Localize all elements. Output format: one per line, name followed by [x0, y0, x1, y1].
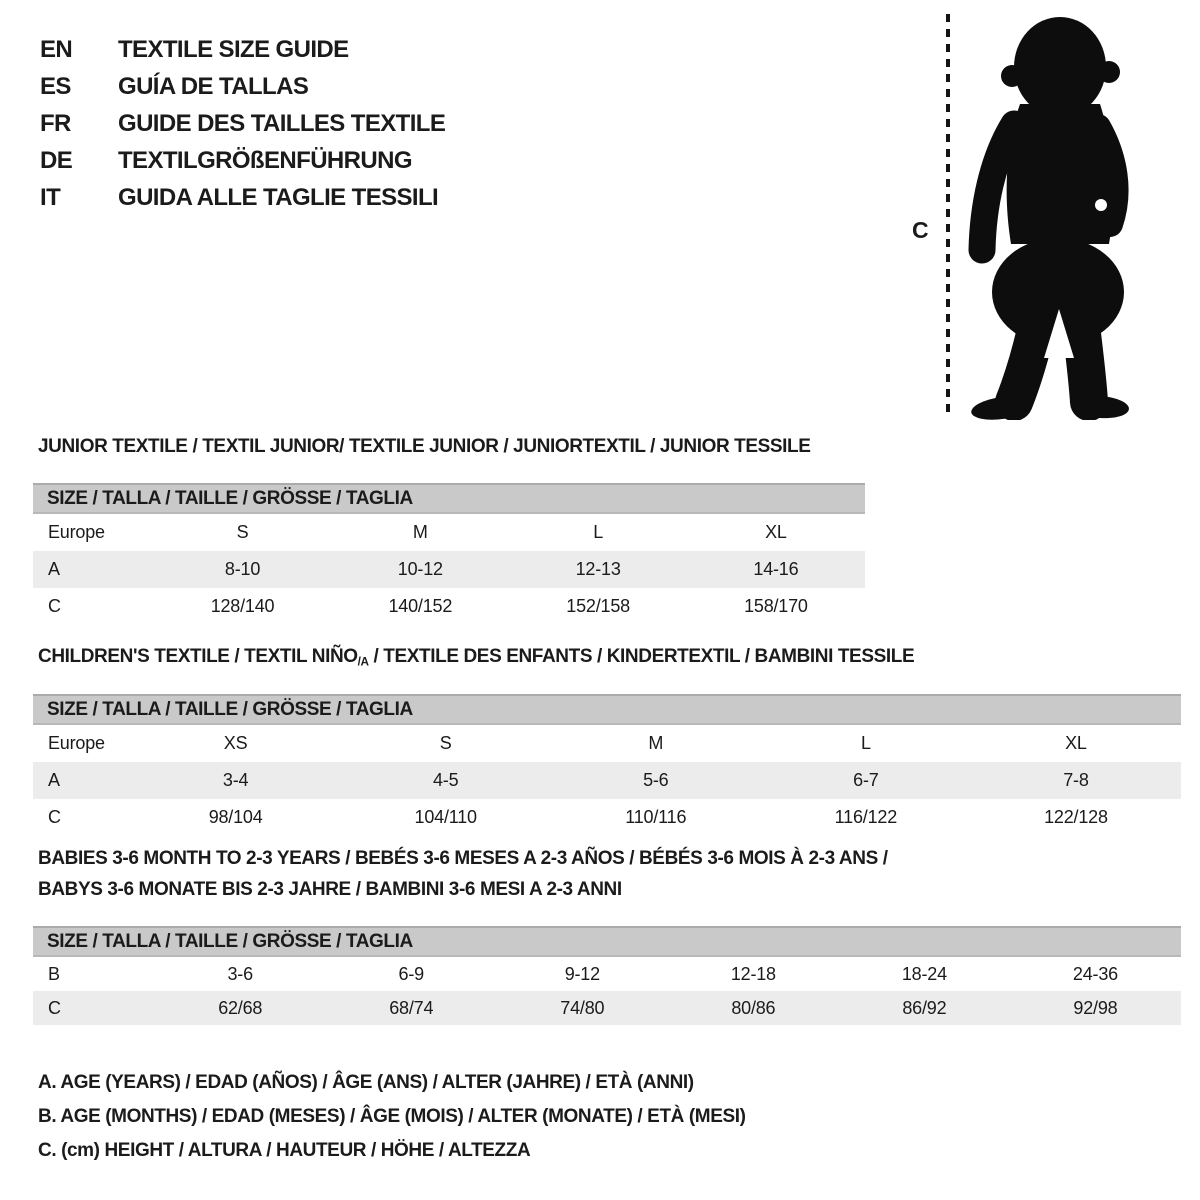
language-row: [40, 179, 445, 216]
legend-note-b: B. AGE (MONTHS) / EDAD (MESES) / ÂGE (MOIS) / ALTER (MONATE) / ETÀ (MESI): [38, 1106, 746, 1127]
children-size-table: [33, 694, 1181, 836]
guide-title: GUIDE DES TAILLES TEXTILE: [118, 109, 446, 137]
section-title-babies-line1: BABIES 3-6 MONTH TO 2-3 YEARS / BEBÉS 3-6 MESES A 2-3 AÑOS / BÉBÉS 3-6 MOIS À 2-3 ANS /: [38, 848, 888, 869]
section-title-children: [38, 646, 914, 668]
row-label: C: [48, 997, 61, 1018]
language-row: [40, 31, 445, 68]
row-label: A: [48, 770, 60, 790]
row-label: A: [48, 559, 60, 579]
table-row-age: [33, 762, 1181, 799]
row-label: C: [48, 596, 61, 616]
legend-block: [38, 1066, 746, 1168]
age-months-value: 24-36: [1072, 963, 1118, 984]
height-value: 80/86: [731, 997, 776, 1018]
size-col-header: XL: [765, 522, 787, 542]
height-value: 140/152: [388, 596, 453, 616]
region-label: Europe: [48, 522, 105, 542]
age-months-value: 9-12: [564, 963, 600, 984]
height-value: 68/74: [389, 997, 434, 1018]
size-col-header: L: [593, 522, 604, 542]
size-col-header: XL: [1065, 733, 1087, 753]
size-header-bar: [33, 483, 865, 514]
language-code: DE: [40, 146, 73, 174]
table-row-height: [33, 799, 1181, 836]
height-value: 122/128: [1044, 807, 1108, 827]
height-value: 116/122: [834, 807, 898, 827]
table-row-height: [33, 588, 865, 625]
junior-size-table: [33, 483, 865, 625]
height-value: 98/104: [208, 807, 263, 827]
section-title-babies-line2: BABYS 3-6 MONATE BIS 2-3 JAHRE / BAMBINI 3-6 MESI A 2-3 ANNI: [38, 879, 622, 900]
size-col-header: M: [648, 733, 664, 753]
table-row-height: [33, 991, 1181, 1025]
language-title-block: [40, 31, 445, 216]
height-value: 62/68: [218, 997, 263, 1018]
age-value: 8-10: [224, 559, 261, 579]
age-value: 10-12: [397, 559, 443, 579]
age-value: 4-5: [432, 770, 459, 790]
table-row-age-months: [33, 957, 1181, 991]
age-value: 7-8: [1063, 770, 1089, 790]
size-columns-row: [33, 514, 865, 551]
size-header-text: SIZE / TALLA / TAILLE / GRÖSSE / TAGLIA: [47, 698, 413, 720]
age-months-value: 18-24: [901, 963, 947, 984]
row-label: C: [48, 807, 61, 827]
size-columns-row: [33, 725, 1181, 762]
size-col-header: XS: [223, 733, 248, 753]
size-col-header: L: [860, 733, 871, 753]
section-title-junior: JUNIOR TEXTILE / TEXTIL JUNIOR/ TEXTILE JUNIOR / JUNIORTEXTIL / JUNIOR TESSILE: [38, 436, 811, 457]
region-label: Europe: [48, 733, 105, 753]
height-value: 152/158: [566, 596, 630, 616]
section-title-children-text: / TEXTILE DES ENFANTS / KINDERTEXTIL / BAMBINI TESSILE: [368, 646, 915, 667]
language-code: ES: [40, 72, 71, 100]
section-title-children-subscript: /A: [357, 655, 369, 669]
height-value: 74/80: [560, 997, 605, 1018]
size-header-bar: [33, 694, 1181, 725]
guide-title: TEXTILGRÖßENFÜHRUNG: [118, 146, 412, 174]
height-value: 92/98: [1073, 997, 1118, 1018]
language-code: IT: [40, 183, 61, 211]
legend-note-a: A. AGE (YEARS) / EDAD (AÑOS) / ÂGE (ANS) / ALTER (JAHRE) / ETÀ (ANNI): [38, 1072, 694, 1093]
section-title-babies: [38, 843, 888, 905]
size-header-bar: [33, 926, 1181, 957]
legend-note-c: C. (cm) HEIGHT / ALTURA / HAUTEUR / HÖHE / ALTEZZA: [38, 1140, 531, 1161]
language-code: EN: [40, 35, 73, 63]
size-header-text: SIZE / TALLA / TAILLE / GRÖSSE / TAGLIA: [47, 930, 413, 952]
height-value: 128/140: [210, 596, 275, 616]
size-col-header: S: [236, 522, 249, 542]
toddler-silhouette: [958, 12, 1144, 420]
size-col-header: M: [412, 522, 428, 542]
age-value: 5-6: [643, 770, 669, 790]
age-value: 3-4: [222, 770, 249, 790]
height-measure-label: C: [912, 217, 929, 243]
age-value: 14-16: [753, 559, 799, 579]
height-value: 104/110: [414, 807, 477, 827]
age-value: 12-13: [575, 559, 621, 579]
height-value: 158/170: [744, 596, 808, 616]
age-months-value: 3-6: [227, 963, 253, 984]
age-value: 6-7: [853, 770, 879, 790]
language-row: [40, 142, 445, 179]
size-header-text: SIZE / TALLA / TAILLE / GRÖSSE / TAGLIA: [47, 487, 413, 509]
guide-title: GUIDA ALLE TAGLIE TESSILI: [118, 183, 439, 211]
language-code: FR: [40, 109, 71, 137]
height-value: 110/116: [625, 807, 687, 827]
language-row: [40, 105, 445, 142]
height-value: 86/92: [902, 997, 947, 1018]
guide-title: TEXTILE SIZE GUIDE: [118, 35, 349, 63]
row-label: B: [48, 963, 60, 984]
size-col-header: S: [439, 733, 452, 753]
height-measure-dashed-line: [946, 14, 950, 418]
section-title-children-text: CHILDREN'S TEXTILE / TEXTIL NIÑO: [38, 646, 358, 667]
age-months-value: 6-9: [398, 963, 424, 984]
age-months-value: 12-18: [730, 963, 776, 984]
babies-size-table: [33, 926, 1181, 1025]
guide-title: GUÍA DE TALLAS: [118, 72, 309, 100]
table-row-age: [33, 551, 865, 588]
language-row: [40, 68, 445, 105]
